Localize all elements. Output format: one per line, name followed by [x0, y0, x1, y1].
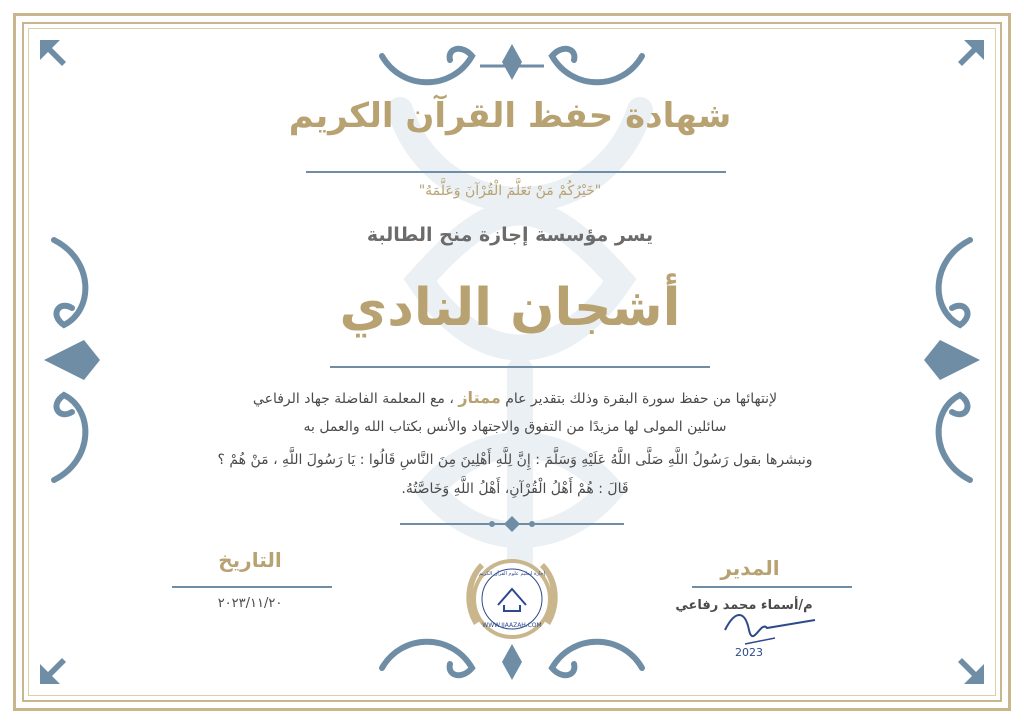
hadith-quote: "خَيْرُكُمْ مَنْ تَعَلَّمَ الْقُرْآنَ وَعَلَّمَهُ"	[418, 183, 602, 199]
seal-url: WWW.IJAAZAH.COM	[482, 622, 542, 629]
director-name: م/أسماء محمد رفاعي	[675, 598, 813, 613]
body-line-2: سائلين المولى لها مزيدًا من التفوق والاجتهاد والأنس بكتاب الله والعمل به	[303, 419, 727, 435]
student-name: أشجان النادي	[339, 278, 681, 338]
corner-ornament-top-left	[38, 38, 78, 78]
body-line-4: قَالَ : هُمْ أَهْلُ الْقُرْآنِ، أَهْلُ اللَّهِ وَخَاصَّتُهُ.	[401, 481, 629, 497]
left-side-ornament	[34, 230, 104, 490]
right-side-ornament	[920, 230, 990, 490]
director-signature	[715, 600, 825, 660]
body-divider-ornament	[400, 516, 624, 532]
date-label: التاريخ	[218, 548, 282, 572]
body-line-1-start: لإنتهائها من حفظ سورة البقرة وذلك بتقدير عام	[505, 391, 778, 407]
grade-value: ممتاز	[458, 388, 501, 407]
body-line-1	[200, 388, 830, 407]
date-line	[172, 586, 332, 588]
seal-text: إجازة لتعليم علوم القرآن الكريم	[478, 571, 546, 577]
institution-seal	[458, 545, 566, 653]
date-value: ٢٠٢٣/١١/٢٠	[217, 596, 283, 611]
certificate-title: شهادة حفظ القرآن الكريم	[288, 96, 732, 136]
corner-ornament-bottom-left	[38, 646, 78, 686]
top-scroll-ornament	[362, 36, 662, 96]
title-divider	[306, 171, 726, 173]
corner-ornament-bottom-right	[946, 646, 986, 686]
director-line	[692, 586, 852, 588]
director-label: المدير	[720, 556, 780, 580]
intro-text: يسر مؤسسة إجازة منح الطالبة	[366, 224, 654, 246]
signature-year: 2023	[735, 646, 763, 659]
body-line-3: ونبشرها بقول رَسُولُ اللَّهِ صَلَّى اللَّهُ عَلَيْهِ وَسَلَّمَ : إِنَّ لِلَّهِ أَهْلِينَ مِنَ النَّاسِ قَالُوا : يَا رَسُولَ اللَّهِ ، مَنْ هُمْ ؟	[217, 452, 813, 468]
name-divider	[330, 366, 710, 368]
corner-ornament-top-right	[946, 38, 986, 78]
body-line-1-end: ، مع المعلمة الفاضلة جهاد الرفاعي	[252, 391, 454, 407]
